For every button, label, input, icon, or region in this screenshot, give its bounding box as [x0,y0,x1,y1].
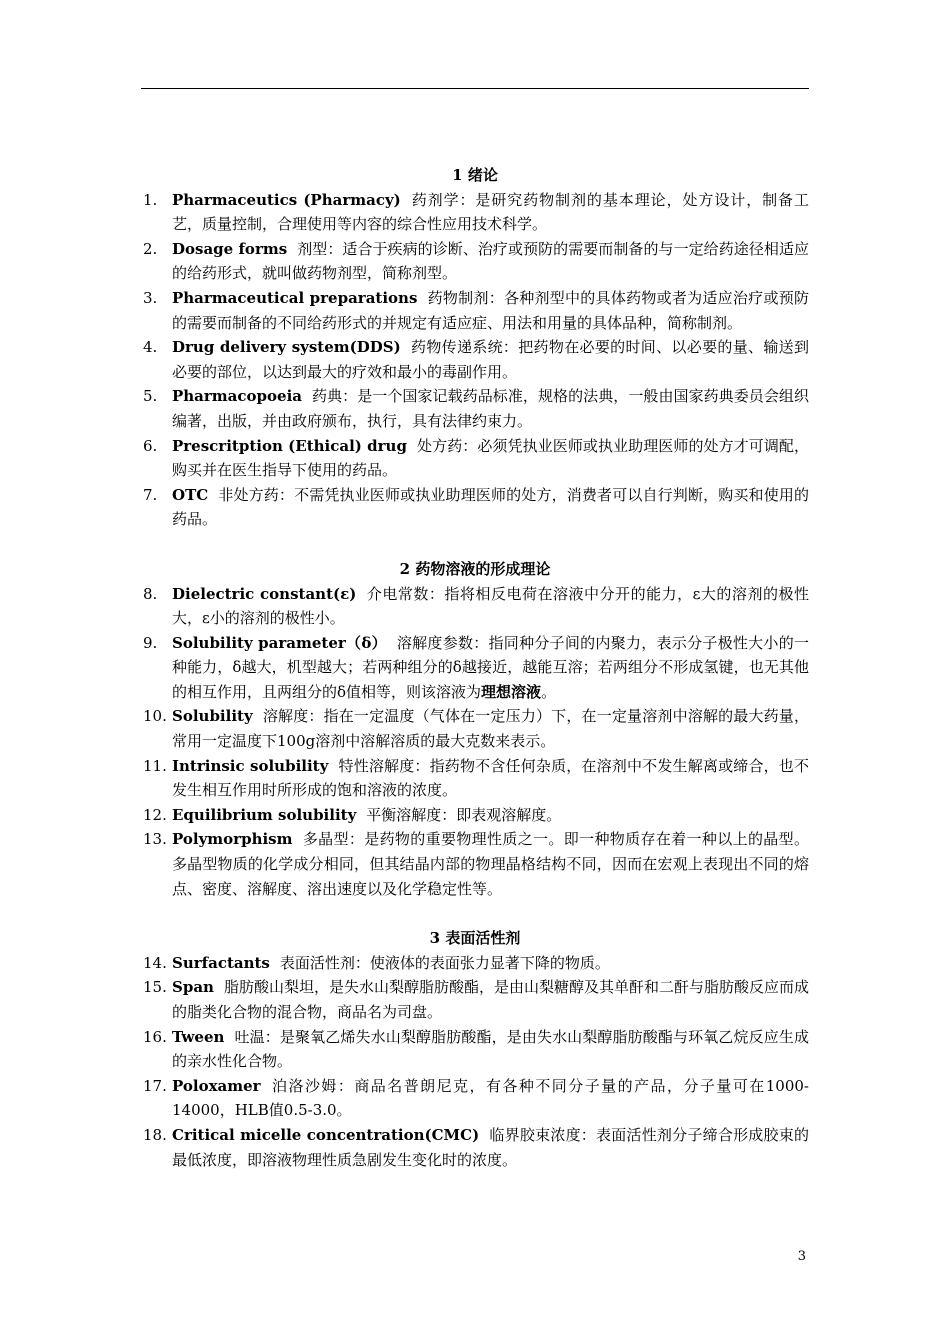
section-gap [141,901,809,926]
term: Surfactants [172,953,270,972]
section-title: 2 药物溶液的形成理论 [399,559,551,578]
definition: 临界胶束浓度：表面活性剂分子缔合形成胶束的最低浓度，即溶液物理性质急剧发生变化时的浓度。 [172,1125,809,1169]
definition: 特性溶解度：指药物不含任何杂质，在溶剂中不发生解离或缔合，也不发生相互作用时所形成的饱和溶液的浓度。 [172,756,809,800]
term: Pharmaceutics (Pharmacy) [172,190,401,209]
definition: 药物制剂：各种剂型中的具体药物或者为适应治疗或预防的需要而制备的不同给药形式的并规定有适应症、用法和用量的具体品种，简称制剂。 [172,288,809,332]
definition: 剂型：适合于疾病的诊断、治疗或预防的需要而制备的与一定给药途径相适应的给药形式，就叫做药物剂型，简称剂型。 [172,239,809,283]
term: Critical micelle concentration(CMC) [172,1125,480,1144]
definition-item [141,975,809,1024]
definition: 脂肪酸山梨坦，是失水山梨醇脂肪酸酯，是由山梨糖醇及其单酐和二酐与脂肪酸反应而成的脂类化合物的混合物，商品名为司盘。 [172,978,809,1021]
definition-item [141,335,809,384]
item-number: 7. [143,485,158,504]
definition-item [141,754,809,803]
definition: 溶解度参数：指同种分子间的内聚力，表示分子极性大小的一种能力，δ越大，机型越大；若两种组分的δ越接近，越能互溶；若两组分不形成氢键，也无其他的相互作用，且两组分的δ值相等，则该溶液为 [172,633,809,701]
definition-list [141,188,809,532]
item-number: 2. [143,239,158,258]
term: Pharmacopoeia [172,387,302,406]
document-body [141,163,809,1172]
emphasis-term: 理想溶液 [481,682,542,701]
definition-item [141,1074,809,1123]
item-number: 15. [143,978,167,997]
definition-item [141,582,809,631]
item-number: 12. [143,805,167,824]
item-number: 18. [143,1125,167,1144]
item-number: 3. [143,288,158,307]
item-number: 17. [143,1076,167,1095]
term: Equilibrium solubility [172,805,357,824]
section-title: 3 表面活性剂 [429,929,521,948]
page-number: 3 [797,1249,806,1264]
term: Span [172,978,214,997]
term: Prescritption (Ethical) drug [172,436,407,455]
definition-item [141,286,809,335]
section-title: 1 绪论 [452,166,498,184]
definition: 药典：是一个国家记载药品标准，规格的法典，一般由国家药典委员会组织编著，出版，并由政府颁布，执行，具有法律约束力。 [172,387,809,430]
term: Pharmaceutical preparations [172,288,418,307]
definition-item [141,951,809,976]
term: Solubility [172,707,253,726]
item-number: 13. [143,830,167,849]
definition: 溶解度：指在一定温度（气体在一定压力）下，在一定量溶剂中溶解的最大药量，常用一定温度下100g溶剂中溶解溶质的最大克数来表示。 [172,707,809,751]
definition: 多晶型：是药物的重要物理性质之一。即一种物质存在着一种以上的晶型。多晶型物质的化学成分相同，但其结晶内部的物理晶格结构不同，因而在宏观上表现出不同的熔点、密度、溶解度、溶出速度以及化学稳定性等。 [172,830,809,898]
term: Dielectric constant(ε) [172,584,357,603]
definition: 介电常数：指将相反电荷在溶液中分开的能力，ε大的溶剂的极性大，ε小的溶剂的极性小。 [172,584,809,628]
definition-item [141,237,809,286]
definition: 吐温：是聚氧乙烯失水山梨醇脂肪酸酯，是由失水山梨醇脂肪酸酯与环氧乙烷反应生成的亲水性化合物。 [172,1027,809,1071]
term: Poloxamer [172,1076,261,1095]
item-number: 14. [143,953,167,972]
item-number: 4. [143,338,158,357]
definition-item [141,803,809,828]
definition: 处方药：必须凭执业医师或执业助理医师的处方才可调配，购买并在医生指导下使用的药品。 [172,436,809,480]
item-number: 16. [143,1027,167,1046]
definition-item [141,483,809,532]
definition: 非处方药：不需凭执业医师或执业助理医师的处方，消费者可以自行判断，购买和使用的药品。 [172,485,809,529]
definition-item [141,1025,809,1074]
definition-tail: 。 [541,682,557,701]
term: Solubility parameter（δ） [172,633,387,652]
section-gap [141,532,809,557]
item-number: 5. [143,387,158,406]
item-number: 1. [143,190,158,209]
definition-item [141,704,809,753]
item-number: 6. [143,436,158,455]
definition: 泊洛沙姆：商品名普朗尼克，有各种不同分子量的产品，分子量可在1000-14000，HLB值0.5-3.0。 [172,1076,809,1120]
definition-item [141,827,809,901]
definition: 药物传递系统：把药物在必要的时间、以必要的量、输送到必要的部位，以达到最大的疗效和最小的毒副作用。 [172,338,809,381]
header-rule [141,88,809,89]
term: Polymorphism [172,830,293,849]
term: Dosage forms [172,239,288,258]
definition-list [141,582,809,902]
term: Tween [172,1027,225,1046]
definition: 药剂学：是研究药物制剂的基本理论，处方设计，制备工艺，质量控制，合理使用等内容的综合性应用技术科学。 [172,190,809,234]
item-number: 11. [143,756,167,775]
definition: 表面活性剂：使液体的表面张力显著下降的物质。 [279,953,610,972]
definition-item [141,188,809,237]
item-number: 10. [143,707,167,726]
definition: 平衡溶解度：即表观溶解度。 [366,805,562,824]
item-number: 9. [143,633,158,652]
term: OTC [172,485,209,504]
definition-item [141,384,809,433]
definition-item [141,1123,809,1172]
term: Intrinsic solubility [172,756,329,775]
term: Drug delivery system(DDS) [172,338,401,357]
definition-item [141,631,809,705]
definition-item [141,434,809,483]
item-number: 8. [143,584,158,603]
definition-list [141,951,809,1172]
